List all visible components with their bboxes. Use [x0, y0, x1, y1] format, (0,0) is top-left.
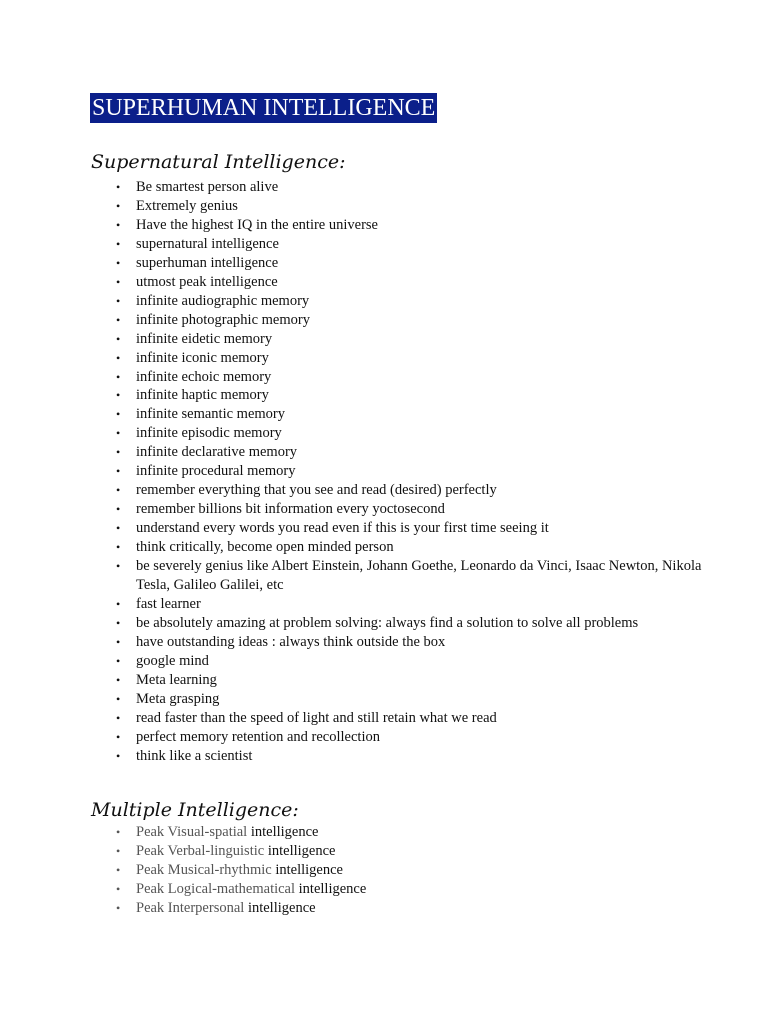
list-item — [116, 273, 716, 292]
bullet-icon: • — [116, 729, 121, 744]
bullet-icon: • — [116, 445, 121, 460]
list-item-text: have outstanding ideas : always think outside the box — [136, 633, 446, 650]
list-item — [116, 292, 716, 311]
bullet-icon: • — [116, 407, 121, 422]
bullet-icon: • — [116, 748, 121, 763]
list-item — [116, 443, 716, 462]
list-item — [116, 823, 716, 842]
list-item-text: Meta learning — [136, 671, 217, 688]
list-item — [116, 519, 716, 538]
list-item — [116, 216, 716, 235]
list-item — [116, 197, 716, 216]
intelligence-suffix: intelligence — [275, 861, 343, 878]
list-item — [116, 386, 716, 405]
list-item-text: perfect memory retention and recollection — [136, 728, 380, 745]
bullet-icon: • — [116, 369, 121, 384]
list-item-text: read faster than the speed of light and still retain what we read — [136, 709, 497, 726]
bullet-icon: • — [116, 634, 121, 649]
list-item — [116, 709, 716, 728]
list-item — [116, 595, 716, 614]
list-item — [116, 747, 716, 766]
list-item-text: infinite photographic memory — [136, 311, 310, 328]
bullet-icon: • — [116, 843, 121, 858]
list-item — [116, 330, 716, 349]
section-heading-multiple: Multiple Intelligence: — [91, 799, 299, 821]
list-item — [116, 405, 716, 424]
intelligence-type: Peak Visual-spatial — [136, 824, 248, 840]
supernatural-intelligence-list — [116, 178, 716, 766]
list-item-text: remember everything that you see and read (desired) perfectly — [136, 482, 497, 499]
bullet-icon: • — [116, 559, 121, 574]
bullet-icon: • — [116, 464, 121, 479]
bullet-icon: • — [116, 198, 121, 213]
bullet-icon: • — [116, 653, 121, 668]
list-item-text: Be smartest person alive — [136, 179, 279, 195]
bullet-icon: • — [116, 596, 121, 611]
bullet-icon: • — [116, 274, 121, 289]
bullet-icon: • — [116, 900, 121, 915]
intelligence-suffix: intelligence — [250, 824, 319, 840]
list-item — [116, 178, 716, 197]
list-item-text: fast learner — [136, 595, 201, 612]
list-item-text: be absolutely amazing at problem solving: always find a solution to solve all problems — [136, 614, 639, 631]
bullet-icon: • — [116, 217, 121, 232]
list-item-text: Have the highest IQ in the entire universe — [136, 216, 378, 233]
intelligence-type: Peak Interpersonal — [136, 899, 245, 916]
list-item-text: be severely genius like Albert Einstein, Johann Goethe, Leonardo da Vinci, Isaac Newton, Nikola Tesla, Galileo Galilei, etc — [136, 558, 702, 594]
section-heading-supernatural: Supernatural Intelligence: — [91, 151, 346, 173]
list-item — [116, 842, 716, 861]
bullet-icon: • — [116, 180, 121, 194]
list-item — [116, 235, 716, 254]
intelligence-suffix: intelligence — [298, 880, 367, 897]
list-item — [116, 880, 716, 899]
bullet-icon: • — [116, 540, 121, 555]
intelligence-suffix: intelligence — [247, 899, 316, 916]
list-item-text: understand every words you read even if this is your first time seeing it — [136, 520, 549, 537]
list-item — [116, 614, 716, 633]
list-item — [116, 424, 716, 443]
list-item-text: supernatural intelligence — [136, 235, 279, 252]
bullet-icon: • — [116, 881, 121, 896]
bullet-icon: • — [116, 426, 121, 441]
list-item — [116, 349, 716, 368]
list-item-text: infinite semantic memory — [136, 406, 285, 423]
list-item-text: Extremely genius — [136, 197, 238, 214]
bullet-icon: • — [116, 862, 121, 877]
list-item-text: infinite audiographic memory — [136, 292, 310, 309]
list-item-text: superhuman intelligence — [136, 254, 279, 271]
list-item — [116, 462, 716, 481]
multiple-intelligence-list — [116, 823, 716, 918]
list-item-text: think like a scientist — [136, 747, 253, 764]
bullet-icon: • — [116, 691, 121, 706]
intelligence-type: Peak Verbal-linguistic — [136, 842, 265, 859]
bullet-icon: • — [116, 236, 121, 251]
bullet-icon: • — [116, 825, 121, 839]
list-item-text: infinite procedural memory — [136, 463, 296, 480]
list-item-text: infinite episodic memory — [136, 425, 282, 442]
list-item-text: google mind — [136, 652, 209, 669]
intelligence-suffix: intelligence — [267, 842, 336, 859]
bullet-icon: • — [116, 350, 121, 365]
bullet-icon: • — [116, 502, 121, 517]
bullet-icon: • — [116, 615, 121, 630]
intelligence-type: Peak Logical-mathematical — [136, 880, 296, 897]
list-item — [116, 538, 716, 557]
bullet-icon: • — [116, 672, 121, 687]
list-item-text: infinite echoic memory — [136, 368, 272, 385]
list-item — [116, 652, 716, 671]
list-item-text: remember billions bit information every yoctosecond — [136, 501, 445, 518]
list-item — [116, 557, 716, 595]
list-item-text: utmost peak intelligence — [136, 273, 278, 290]
list-item-text: think critically, become open minded person — [136, 539, 394, 556]
list-item — [116, 254, 716, 273]
list-item — [116, 500, 716, 519]
list-item-text: infinite declarative memory — [136, 444, 298, 461]
intelligence-type: Peak Musical-rhythmic — [136, 861, 272, 878]
bullet-icon: • — [116, 293, 121, 308]
list-item — [116, 311, 716, 330]
bullet-icon: • — [116, 710, 121, 725]
list-item — [116, 368, 716, 387]
list-item — [116, 690, 716, 709]
list-item — [116, 633, 716, 652]
bullet-icon: • — [116, 312, 121, 327]
bullet-icon: • — [116, 331, 121, 346]
list-item — [116, 671, 716, 690]
page-title: SUPERHUMAN INTELLIGENCE — [92, 95, 436, 121]
bullet-icon: • — [116, 483, 121, 498]
list-item-text: infinite haptic memory — [136, 387, 269, 404]
list-item — [116, 728, 716, 747]
list-item — [116, 899, 716, 918]
bullet-icon: • — [116, 255, 121, 270]
list-item — [116, 481, 716, 500]
list-item-text: infinite iconic memory — [136, 349, 269, 366]
list-item-text: infinite eidetic memory — [136, 330, 273, 347]
list-item-text: Meta grasping — [136, 690, 220, 707]
bullet-icon: • — [116, 388, 121, 403]
list-item — [116, 861, 716, 880]
bullet-icon: • — [116, 521, 121, 536]
